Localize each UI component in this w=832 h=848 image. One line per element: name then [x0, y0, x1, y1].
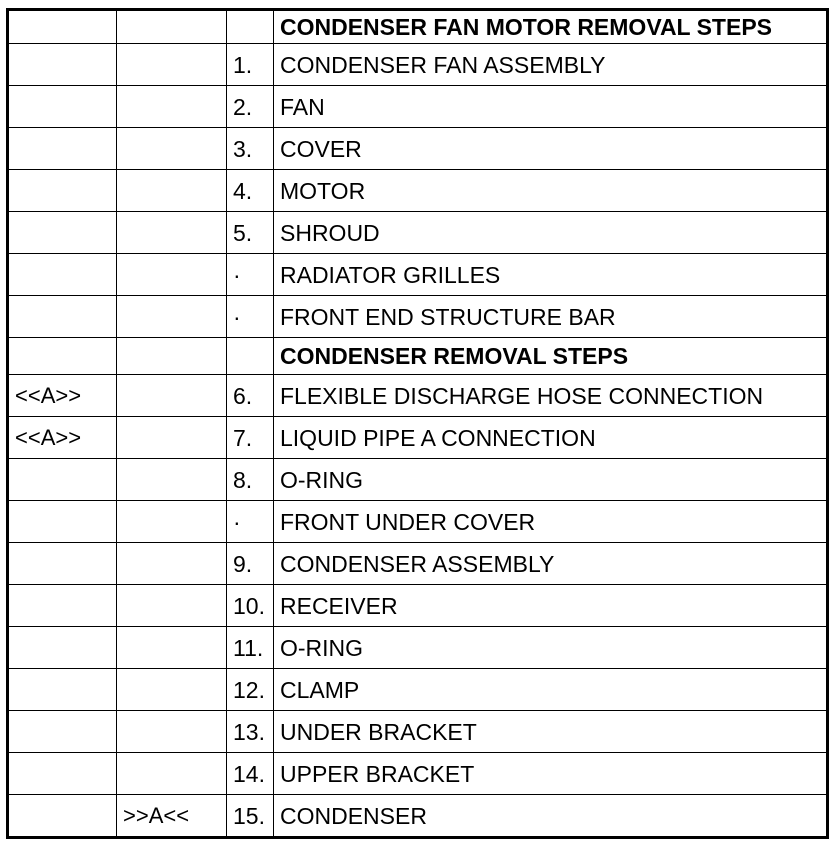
- table-row: [8, 417, 828, 459]
- removal-service-point-cell: <<A>>: [8, 417, 117, 459]
- table-row: [8, 543, 828, 585]
- installation-service-point-cell: [117, 338, 227, 375]
- step-number-cell: 1.: [227, 44, 274, 86]
- removal-service-point-cell: [8, 254, 117, 296]
- installation-service-point-cell: [117, 212, 227, 254]
- installation-service-point-cell: [117, 501, 227, 543]
- removal-service-point-cell: [8, 44, 117, 86]
- step-item-cell: FAN: [274, 86, 828, 128]
- step-item-cell: FRONT END STRUCTURE BAR: [274, 296, 828, 338]
- removal-service-point-cell: [8, 627, 117, 669]
- step-number-cell: 13.: [227, 711, 274, 753]
- removal-service-point-cell: [8, 128, 117, 170]
- installation-service-point-cell: [117, 254, 227, 296]
- table-row: [8, 711, 828, 753]
- table-row: [8, 296, 828, 338]
- removal-service-point-cell: [8, 753, 117, 795]
- step-number-cell: 9.: [227, 543, 274, 585]
- installation-service-point-cell: [117, 10, 227, 44]
- step-number-cell: [227, 10, 274, 44]
- heading-row-condenser: [8, 338, 828, 375]
- step-item-cell: CONDENSER ASSEMBLY: [274, 543, 828, 585]
- table-row: [8, 459, 828, 501]
- step-number-cell: 10.: [227, 585, 274, 627]
- step-number-cell: 12.: [227, 669, 274, 711]
- step-item-cell: MOTOR: [274, 170, 828, 212]
- table-row: [8, 627, 828, 669]
- step-item-cell: RADIATOR GRILLES: [274, 254, 828, 296]
- step-item-cell: COVER: [274, 128, 828, 170]
- removal-service-point-cell: [8, 795, 117, 838]
- installation-service-point-cell: >>A<<: [117, 795, 227, 838]
- step-item-cell: RECEIVER: [274, 585, 828, 627]
- removal-service-point-cell: [8, 501, 117, 543]
- removal-service-point-cell: [8, 86, 117, 128]
- installation-service-point-cell: [117, 669, 227, 711]
- installation-service-point-cell: [117, 86, 227, 128]
- removal-service-point-cell: [8, 10, 117, 44]
- step-item-cell: CONDENSER: [274, 795, 828, 838]
- removal-service-point-cell: [8, 585, 117, 627]
- step-item-cell: O-RING: [274, 459, 828, 501]
- step-item-cell: UNDER BRACKET: [274, 711, 828, 753]
- removal-service-point-cell: <<A>>: [8, 375, 117, 417]
- step-number-cell: 4.: [227, 170, 274, 212]
- removal-service-point-cell: [8, 212, 117, 254]
- table-row: [8, 170, 828, 212]
- table-row: [8, 212, 828, 254]
- step-number-cell: 7.: [227, 417, 274, 459]
- section-heading-fan-motor: CONDENSER FAN MOTOR REMOVAL STEPS: [274, 10, 828, 44]
- step-number-cell: ·: [227, 296, 274, 338]
- step-number-cell: 8.: [227, 459, 274, 501]
- table-row: [8, 669, 828, 711]
- table-row: [8, 375, 828, 417]
- installation-service-point-cell: [117, 459, 227, 501]
- installation-service-point-cell: [117, 44, 227, 86]
- installation-service-point-cell: [117, 417, 227, 459]
- step-number-cell: 11.: [227, 627, 274, 669]
- step-number-cell: 6.: [227, 375, 274, 417]
- removal-service-point-cell: [8, 338, 117, 375]
- removal-service-point-cell: [8, 543, 117, 585]
- step-item-cell: CONDENSER FAN ASSEMBLY: [274, 44, 828, 86]
- removal-service-point-cell: [8, 296, 117, 338]
- installation-service-point-cell: [117, 296, 227, 338]
- step-number-cell: ·: [227, 254, 274, 296]
- heading-row-fan-motor: [8, 10, 828, 44]
- installation-service-point-cell: [117, 170, 227, 212]
- installation-service-point-cell: [117, 543, 227, 585]
- installation-service-point-cell: [117, 585, 227, 627]
- removal-service-point-cell: [8, 669, 117, 711]
- step-item-cell: UPPER BRACKET: [274, 753, 828, 795]
- table-row: [8, 128, 828, 170]
- step-number-cell: 14.: [227, 753, 274, 795]
- installation-service-point-cell: [117, 627, 227, 669]
- step-number-cell: 2.: [227, 86, 274, 128]
- steps-table-body: [8, 10, 828, 838]
- installation-service-point-cell: [117, 375, 227, 417]
- step-item-cell: LIQUID PIPE A CONNECTION: [274, 417, 828, 459]
- table-row: [8, 86, 828, 128]
- installation-service-point-cell: [117, 128, 227, 170]
- step-item-cell: FLEXIBLE DISCHARGE HOSE CONNECTION: [274, 375, 828, 417]
- removal-service-point-cell: [8, 711, 117, 753]
- table-row: [8, 753, 828, 795]
- table-row: [8, 501, 828, 543]
- table-row: [8, 254, 828, 296]
- step-number-cell: 5.: [227, 212, 274, 254]
- removal-steps-table: [6, 8, 829, 839]
- section-heading-condenser: CONDENSER REMOVAL STEPS: [274, 338, 828, 375]
- step-number-cell: 15.: [227, 795, 274, 838]
- step-number-cell: ·: [227, 501, 274, 543]
- installation-service-point-cell: [117, 711, 227, 753]
- table-row: [8, 44, 828, 86]
- step-item-cell: FRONT UNDER COVER: [274, 501, 828, 543]
- step-item-cell: CLAMP: [274, 669, 828, 711]
- step-number-cell: 3.: [227, 128, 274, 170]
- table-row: [8, 795, 828, 838]
- step-item-cell: SHROUD: [274, 212, 828, 254]
- removal-service-point-cell: [8, 459, 117, 501]
- step-item-cell: O-RING: [274, 627, 828, 669]
- step-number-cell: [227, 338, 274, 375]
- removal-service-point-cell: [8, 170, 117, 212]
- installation-service-point-cell: [117, 753, 227, 795]
- table-row: [8, 585, 828, 627]
